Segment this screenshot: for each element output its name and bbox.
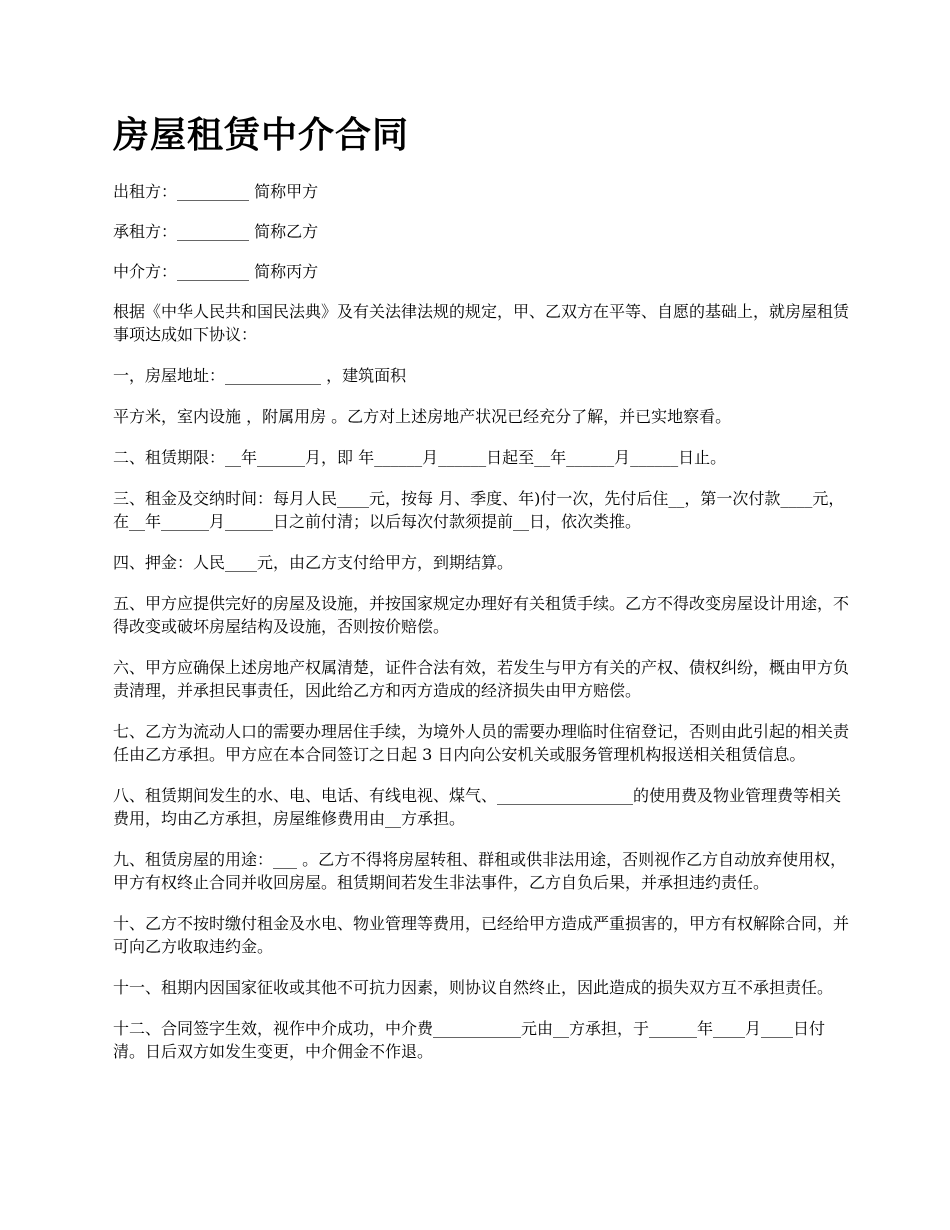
clause-1-address: 一，房屋地址：____________ ，建筑面积 <box>113 366 407 385</box>
clause-2-term: 二、租赁期限：__年______月，即 年______月______日起至__年______月______日止。 <box>113 448 727 467</box>
party-agent: 中介方：_________ 简称丙方 <box>113 262 319 281</box>
clause-preamble: 根据《中华人民共和国民法典》及有关法律法规的规定，甲、乙双方在平等、自愿的基础上，就房屋租赁事项达成如下协议： <box>113 302 850 344</box>
contract-page <box>113 112 853 1081</box>
clause-8-fees: 八、租赁期间发生的水、电、电话、有线电视、煤气、_________________的使用费及物业管理费等相关费用，均由乙方承担，房屋维修费用由__方承担。 <box>113 786 842 828</box>
clause-7-registration: 七、乙方为流动人口的需要办理居住手续，为境外人员的需要办理临时住宿登记，否则由此引起的相关责任由乙方承担。甲方应在本合同签订之日起 3 日内向公安机关或服务管理机构报送相关租赁信息。 <box>113 722 850 764</box>
document-title: 房屋租赁中介合同 <box>113 115 410 156</box>
clause-10-default: 十、乙方不按时缴付租金及水电、物业管理等费用，已经给甲方造成严重损害的，甲方有权解除合同，并可向乙方收取违约金。 <box>113 914 850 956</box>
clause-6-ownership: 六、甲方应确保上述房地产权属清楚，证件合法有效，若发生与甲方有关的产权、债权纠纷，概由甲方负责清理，并承担民事责任，因此给乙方和丙方造成的经济损失由甲方赔偿。 <box>113 658 850 700</box>
party-lessor: 出租方：_________ 简称甲方 <box>113 182 319 201</box>
clause-1-area: 平方米，室内设施 ，附属用房 。乙方对上述房地产状况已经充分了解，并已实地察看。 <box>113 407 732 426</box>
clause-11-force-majeure: 十一、租期内因国家征收或其他不可抗力因素，则协议自然终止，因此造成的损失双方互不承担责任。 <box>113 978 834 997</box>
party-lessee: 承租方：_________ 简称乙方 <box>113 222 319 241</box>
clause-12-commission: 十二、合同签字生效，视作中介成功，中介费___________元由__方承担，于______年____月____日付清。日后双方如发生变更，中介佣金不作退。 <box>113 1019 826 1061</box>
clause-5-facilities: 五、甲方应提供完好的房屋及设施，并按国家规定办理好有关租赁手续。乙方不得改变房屋设计用途，不得改变或破坏房屋结构及设施，否则按价赔偿。 <box>113 594 850 636</box>
clause-4-deposit: 四、押金：人民____元，由乙方支付给甲方，到期结算。 <box>113 553 514 572</box>
clause-3-rent: 三、租金及交纳时间：每月人民____元，按每 月、季度、年)付一次，先付后住__，第一次付款____元，在__年______月______日之前付清；以后每次付款须提前__日，依次类推。 <box>113 489 845 531</box>
clause-9-usage: 九、租赁房屋的用途：___ 。乙方不得将房屋转租、群租或供非法用途，否则视作乙方自动放弃使用权，甲方有权终止合同并收回房屋。租赁期间若发生非法事件，乙方自负后果，并承担违约责任。 <box>113 850 847 892</box>
